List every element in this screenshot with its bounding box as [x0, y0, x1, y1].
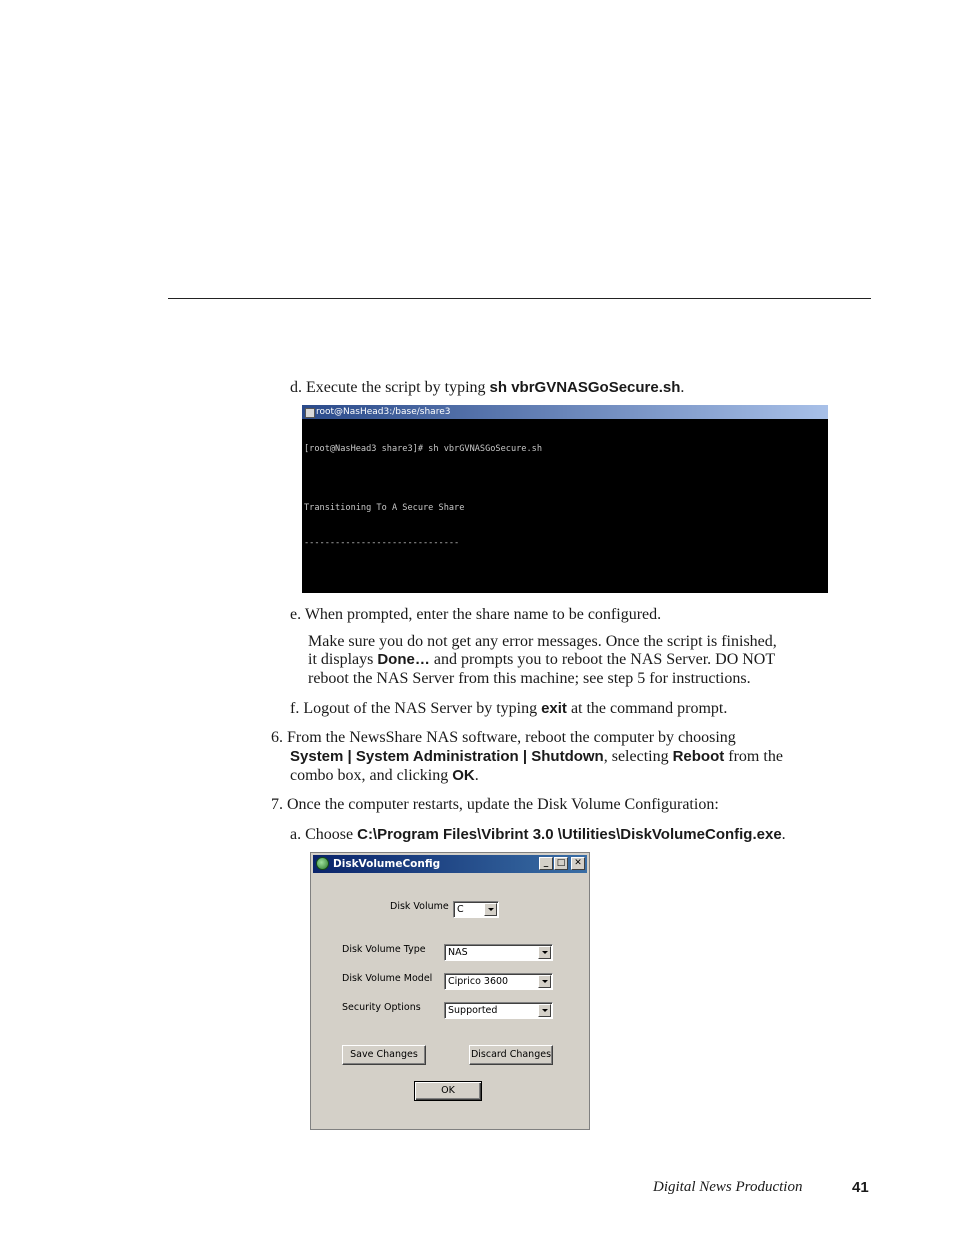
step-6-line3	[290, 767, 479, 786]
terminal-output	[302, 419, 828, 593]
chevron-down-icon[interactable]	[538, 946, 551, 959]
step-f-text-end: at the command prompt.	[566, 700, 728, 717]
step-e	[290, 606, 661, 625]
app-icon	[316, 857, 329, 870]
disk-volume-model-value: Ciprico 3600	[448, 976, 509, 987]
step-e-para-text: it displays	[308, 651, 378, 668]
step-a	[290, 826, 786, 845]
step-e-text: When prompted, enter the share name to be configured.	[304, 606, 662, 623]
disk-volume-model-combo[interactable]	[444, 973, 553, 990]
step-6-ok: OK	[452, 767, 475, 784]
step-6-text: combo box, and clicking	[290, 767, 453, 784]
page-number: 41	[852, 1179, 869, 1196]
step-d-number: d.	[290, 379, 302, 396]
disk-volume-type-label: Disk Volume Type	[342, 944, 426, 955]
step-d-command: sh vbrGVNASGoSecure.sh	[489, 379, 681, 396]
step-6-menu-path: System | System Administration | Shutdown	[290, 748, 604, 765]
maximize-button[interactable]: □	[554, 857, 568, 870]
disk-volume-combo[interactable]	[453, 901, 499, 918]
step-a-path: C:\Program Files\Vibrint 3.0 \Utilities\DiskVolumeConfig.exe	[357, 826, 782, 843]
terminal-line: ------------------------------	[304, 538, 460, 549]
disk-volume-type-combo[interactable]	[444, 944, 553, 961]
header-rule	[168, 298, 871, 299]
step-f-command: exit	[541, 700, 567, 717]
step-a-period: .	[781, 826, 786, 843]
close-button[interactable]: ✕	[571, 857, 585, 870]
step-6-number: 6.	[271, 729, 283, 746]
terminal-title: root@NasHead3:/base/share3	[316, 407, 451, 417]
disk-volume-model-label: Disk Volume Model	[342, 973, 433, 984]
step-f-number: f.	[290, 700, 300, 717]
save-changes-button[interactable]: Save Changes	[342, 1045, 426, 1065]
step-6-line2	[290, 748, 783, 767]
step-a-number: a.	[290, 826, 302, 843]
disk-volume-config-dialog	[310, 852, 590, 1130]
step-6-text: , selecting	[603, 748, 673, 765]
terminal-icon	[305, 408, 315, 418]
step-e-para-line1: Make sure you do not get any error messages. Once the script is finished,	[308, 633, 777, 650]
step-e-para-line3: reboot the NAS Server from this machine; see step 5 for instructions.	[308, 670, 751, 687]
terminal-line: Transitioning To A Secure Share	[304, 502, 465, 513]
discard-changes-button[interactable]: Discard Changes	[469, 1045, 553, 1065]
step-7	[271, 796, 719, 815]
chevron-down-icon[interactable]	[538, 975, 551, 988]
step-6-reboot: Reboot	[672, 748, 725, 765]
step-e-done-text: Done…	[377, 651, 430, 668]
terminal-titlebar	[302, 405, 828, 419]
step-d-text: Execute the script by typing	[306, 379, 490, 396]
step-d-period: .	[680, 379, 685, 396]
security-options-value: Supported	[448, 1005, 498, 1016]
chevron-down-icon[interactable]	[538, 1004, 551, 1017]
step-7-number: 7.	[271, 796, 283, 813]
step-e-number: e.	[290, 606, 302, 623]
minimize-button[interactable]: _	[539, 857, 553, 870]
terminal-line: [root@NasHead3 share3]# sh vbrGVNASGoSecure.sh	[304, 444, 542, 455]
step-6-line1	[271, 729, 736, 748]
dialog-titlebar	[313, 855, 587, 873]
step-e-para-line2	[308, 651, 775, 670]
step-a-text: Choose	[305, 826, 358, 843]
security-options-label: Security Options	[342, 1002, 421, 1013]
step-6-text: .	[474, 767, 479, 784]
step-6-text: From the NewsShare NAS software, reboot the computer by choosing	[287, 729, 736, 746]
security-options-combo[interactable]	[444, 1002, 553, 1019]
terminal-window	[302, 405, 828, 593]
disk-volume-value: C	[457, 904, 464, 915]
step-d	[290, 379, 684, 398]
dialog-title: DiskVolumeConfig	[333, 858, 441, 870]
chevron-down-icon[interactable]	[484, 903, 497, 916]
step-6-text: from the	[724, 748, 783, 765]
step-7-text: Once the computer restarts, update the Disk Volume Configuration:	[287, 796, 719, 813]
disk-volume-type-value: NAS	[448, 947, 468, 958]
footer-title: Digital News Production	[653, 1179, 803, 1195]
disk-volume-label: Disk Volume	[390, 901, 449, 912]
step-f	[290, 700, 727, 719]
ok-button[interactable]: OK	[414, 1081, 482, 1101]
step-f-text: Logout of the NAS Server by typing	[303, 700, 542, 717]
step-e-para-text: and prompts you to reboot the NAS Server. DO NOT	[429, 651, 776, 668]
